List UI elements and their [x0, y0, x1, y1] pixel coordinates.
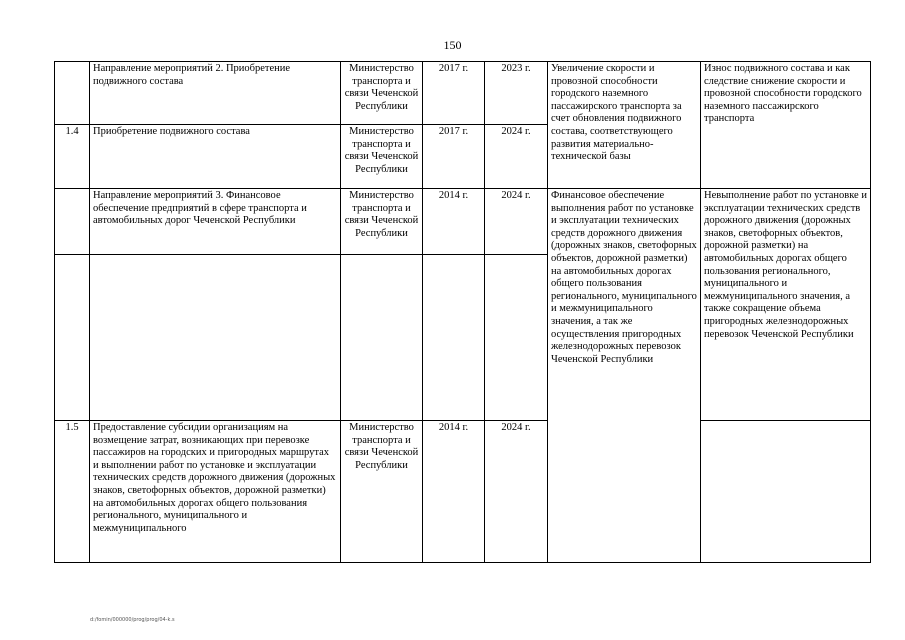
- executor: Министерство транспорта и связи Чеченской Республики: [341, 421, 423, 563]
- executor: Министерство транспорта и связи Чеченской Республики: [341, 189, 423, 255]
- start-year: 2014 г.: [423, 189, 485, 255]
- end-year: 2024 г.: [485, 421, 548, 563]
- end-year: 2024 г.: [485, 189, 548, 255]
- empty-cell: [341, 255, 423, 421]
- program-measures-table: [54, 61, 871, 563]
- empty-cell: [485, 255, 548, 421]
- risk-consequence: Износ подвижного состава и как следствие снижение скорости и провозной способности городского наземного пассажирского транспорта: [701, 62, 871, 189]
- end-year: 2023 г.: [485, 62, 548, 125]
- empty-cell: [55, 255, 90, 421]
- start-year: 2014 г.: [423, 421, 485, 563]
- page-number: 150: [443, 38, 462, 52]
- start-year: 2017 г.: [423, 125, 485, 189]
- measure-name: Приобретение подвижного состава: [90, 125, 341, 189]
- table-row: [55, 189, 871, 255]
- table-row: [55, 62, 871, 125]
- start-year: 2017 г.: [423, 62, 485, 125]
- measure-name: Направление мероприятий 2. Приобретение подвижного состава: [90, 62, 341, 125]
- end-year: 2024 г.: [485, 125, 548, 189]
- empty-cell: [90, 255, 341, 421]
- expected-result: Финансовое обеспечение выполнения работ по установке и эксплуатации технических средств дорожного движения (дорожных знаков, светофорных объектов, дорожной разметки) на автомобильных дорогах общего пользования регионального, муниципального и межмуниципального значения, а так же осуществления пригородных железнодорожных перевозок Чеченской Республики: [548, 189, 701, 563]
- row-number: [55, 189, 90, 255]
- executor: Министерство транспорта и связи Чеченской Республики: [341, 62, 423, 125]
- empty-cell: [701, 421, 871, 563]
- executor: Министерство транспорта и связи Чеченской Республики: [341, 125, 423, 189]
- row-number: 1.4: [55, 125, 90, 189]
- file-path-footer: d:/fomin/000000/prog/prog/04-k.s: [90, 617, 175, 623]
- measure-name: Предоставление субсидии организациям на возмещение затрат, возникающих при перевозке пассажиров на городских и пригородных маршрутах и выполнении работ по установке и эксплуатации технических средств дорожного движения (дорожных знаков, светофорных объектов, дорожной разметки) на автомобильных дорогах общего пользования регионального, муниципального и межмуниципального: [90, 421, 341, 563]
- table-row: [55, 421, 871, 563]
- measure-name: Направление мероприятий 3. Финансовое обеспечение предприятий в сфере транспорта и автомобильных дорог Чеченской Республики: [90, 189, 341, 255]
- risk-consequence: Невыполнение работ по установке и эксплуатации технических средств дорожного движения (дорожных знаков, светофорных объектов, дорожной разметки) на автомобильных дорогах общего пользования регионального, муниципального и межмуниципального значения, а также сокращение объема пригородных железнодорожных перевозок Чеченской Республики: [701, 189, 871, 421]
- row-number: 1.5: [55, 421, 90, 563]
- expected-result: Увеличение скорости и провозной способности городского наземного пассажирского транспорта за счет обновления подвижного состава, соответствующего развития материально-технической базы: [548, 62, 701, 189]
- row-number: [55, 62, 90, 125]
- empty-cell: [423, 255, 485, 421]
